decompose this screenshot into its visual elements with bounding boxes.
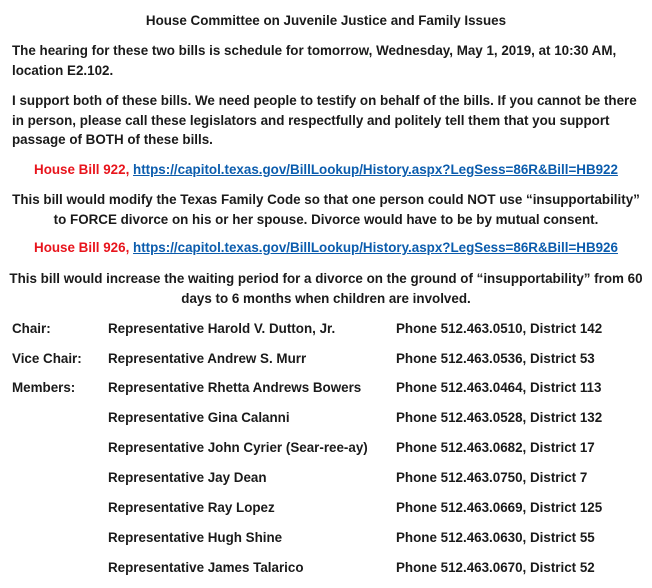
bill-922-link[interactable]: https://capitol.texas.gov/BillLookup/History.aspx?LegSess=86R&Bill=HB922	[133, 162, 618, 177]
committee-name: Representative Hugh Shine	[108, 530, 283, 545]
committee-row	[0, 378, 652, 398]
committee-name: Representative James Talarico	[108, 560, 304, 575]
committee-phone: Phone 512.463.0536, District 53	[396, 351, 595, 366]
support-paragraph: I support both of these bills. We need people to testify on behalf of the bills. If you cannot be there in person, please call these legislators and respectfully and politely tell them that you support passage of BOTH of these bills.	[12, 93, 637, 147]
committee-row	[0, 558, 652, 578]
committee-row	[0, 468, 652, 488]
committee-phone: Phone 512.463.0750, District 7	[396, 470, 588, 485]
committee-phone: Phone 512.463.0528, District 132	[396, 410, 603, 425]
committee-name: Representative Gina Calanni	[108, 410, 290, 425]
committee-row	[0, 349, 652, 369]
committee-name: Representative Harold V. Dutton, Jr.	[108, 321, 336, 336]
committee-name: Representative Jay Dean	[108, 470, 267, 485]
bill-926-heading	[8, 238, 644, 258]
committee-row	[0, 438, 652, 458]
committee-role: Vice Chair:	[12, 351, 82, 366]
committee-row	[0, 528, 652, 548]
committee-name: Representative Rhetta Andrews Bowers	[108, 380, 362, 395]
bill-922-heading	[8, 160, 644, 180]
bill-922-label: House Bill 922,	[34, 162, 130, 177]
committee-phone: Phone 512.463.0630, District 55	[396, 530, 595, 545]
committee-phone: Phone 512.463.0669, District 125	[396, 500, 603, 515]
committee-phone: Phone 512.463.0510, District 142	[396, 321, 603, 336]
bill-926-link[interactable]: https://capitol.texas.gov/BillLookup/History.aspx?LegSess=86R&Bill=HB926	[133, 240, 618, 255]
bill-922-description: This bill would modify the Texas Family Code so that one person could NOT use “insupportability” to FORCE divorce on his or her spouse. Divorce would have to be by mutual consent.	[12, 192, 640, 227]
bill-926-label: House Bill 926,	[34, 240, 130, 255]
hearing-paragraph: The hearing for these two bills is schedule for tomorrow, Wednesday, May 1, 2019, at 10:30 AM, location E2.102.	[12, 43, 617, 78]
committee-role: Members:	[12, 380, 76, 395]
committee-row	[0, 319, 652, 339]
committee-name: Representative Ray Lopez	[108, 500, 275, 515]
committee-phone: Phone 512.463.0670, District 52	[396, 560, 595, 575]
committee-phone: Phone 512.463.0464, District 113	[396, 380, 602, 395]
committee-row	[0, 408, 652, 428]
bill-926-description: This bill would increase the waiting period for a divorce on the ground of “insupportability” from 60 days to 6 months when children are involved.	[9, 271, 643, 306]
committee-phone: Phone 512.463.0682, District 17	[396, 440, 595, 455]
committee-name: Representative Andrew S. Murr	[108, 351, 307, 366]
document-title: House Committee on Juvenile Justice and Family Issues	[145, 13, 507, 28]
committee-name: Representative John Cyrier (Sear-ree-ay)	[108, 440, 368, 455]
committee-row	[0, 498, 652, 518]
committee-role: Chair:	[12, 321, 51, 336]
